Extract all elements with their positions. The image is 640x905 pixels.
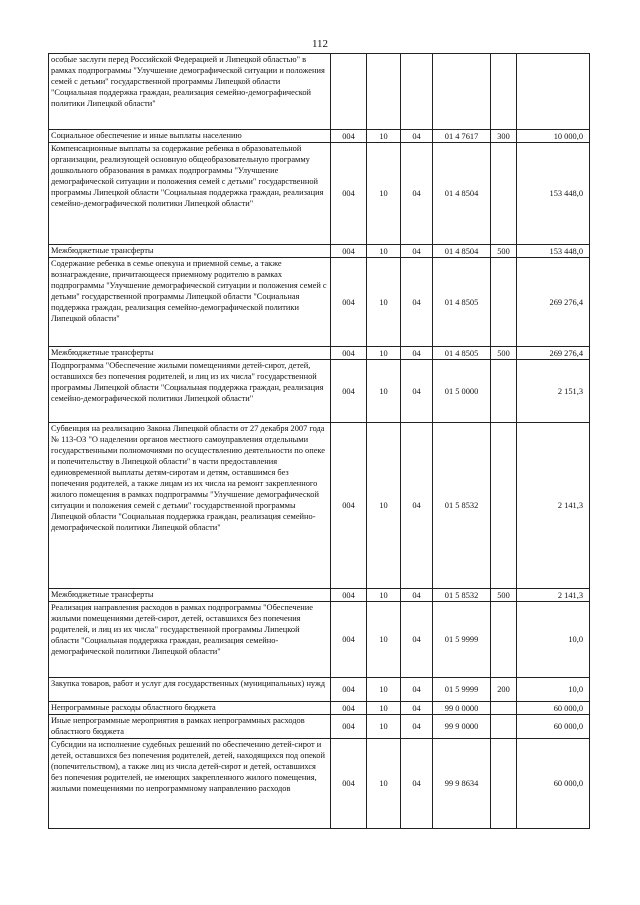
table-row: [49, 54, 590, 130]
table-row: [49, 245, 590, 258]
cell-name: Межбюджетные трансферты: [49, 347, 331, 360]
cell-amount: 269 276,4: [517, 258, 590, 347]
cell-ministry: 004: [331, 739, 367, 829]
cell-amount: 2 151,3: [517, 360, 590, 423]
table-row: [49, 258, 590, 347]
cell-target: 99 9 8634: [433, 739, 491, 829]
cell-type: 500: [491, 347, 517, 360]
cell-type: [491, 54, 517, 130]
table-row: [49, 678, 590, 702]
cell-subsection: 04: [401, 602, 433, 678]
cell-ministry: 004: [331, 258, 367, 347]
cell-name: особые заслуги перед Российской Федерацией и Липецкой областью" в рамках подпрограммы "Улучшение демографической ситуации и положения семей с детьми" государственной программы Липецкой области "Социальная поддержка граждан, реализация семейно-демографической политики Липецкой области": [49, 54, 331, 130]
cell-ministry: 004: [331, 702, 367, 715]
cell-section: 10: [367, 602, 401, 678]
cell-name: Содержание ребенка в семье опекуна и приемной семье, а также вознаграждение, причитающееся приемному родителю в рамках подпрограммы "Улучшение демографической ситуации и положения семей с детьми" государственной программы Липецкой области "Социальная поддержка граждан, реализация семейно-демографической политики Липецкой области": [49, 258, 331, 347]
cell-type: [491, 715, 517, 739]
cell-type: 500: [491, 589, 517, 602]
cell-ministry: 004: [331, 360, 367, 423]
cell-subsection: 04: [401, 245, 433, 258]
cell-amount: 2 141,3: [517, 423, 590, 589]
cell-target: 01 5 8532: [433, 423, 491, 589]
cell-amount: 60 000,0: [517, 739, 590, 829]
cell-name: Непрограммные расходы областного бюджета: [49, 702, 331, 715]
cell-type: [491, 258, 517, 347]
cell-amount: 269 276,4: [517, 347, 590, 360]
cell-amount: 153 448,0: [517, 143, 590, 245]
cell-type: 200: [491, 678, 517, 702]
budget-table: [48, 53, 590, 829]
table-row: [49, 130, 590, 143]
budget-table-body: [49, 54, 590, 829]
cell-ministry: 004: [331, 245, 367, 258]
cell-target: 99 9 0000: [433, 715, 491, 739]
cell-ministry: 004: [331, 678, 367, 702]
cell-target: 01 5 9999: [433, 602, 491, 678]
cell-subsection: 04: [401, 739, 433, 829]
cell-subsection: 04: [401, 702, 433, 715]
cell-subsection: 04: [401, 360, 433, 423]
cell-amount: 2 141,3: [517, 589, 590, 602]
cell-ministry: 004: [331, 423, 367, 589]
cell-section: 10: [367, 589, 401, 602]
cell-ministry: 004: [331, 347, 367, 360]
cell-name: Межбюджетные трансферты: [49, 589, 331, 602]
cell-name: Межбюджетные трансферты: [49, 245, 331, 258]
cell-target: [433, 54, 491, 130]
cell-section: 10: [367, 739, 401, 829]
cell-section: [367, 54, 401, 130]
cell-subsection: 04: [401, 347, 433, 360]
cell-ministry: [331, 54, 367, 130]
cell-amount: 153 448,0: [517, 245, 590, 258]
cell-subsection: 04: [401, 130, 433, 143]
cell-target: 01 4 7617: [433, 130, 491, 143]
cell-section: 10: [367, 258, 401, 347]
cell-section: 10: [367, 245, 401, 258]
cell-name: Субвенция на реализацию Закона Липецкой области от 27 декабря 2007 года № 113-ОЗ "О наделении органов местного самоуправления отдельными государственными полномочиями по осуществлению деятельности по опеке и попечительству в Липецкой области" в части предоставления единовременной выплаты детям-сиротам и детям, оставшимся без попечения родителей, а также лицам из их числа на ремонт закрепленного жилого помещения в рамках подпрограммы "Улучшение демографической ситуации и положения семей с детьми" государственной программы Липецкой области "Социальная поддержка граждан, реализация семейно-демографической политики Липецкой области": [49, 423, 331, 589]
cell-amount: 10 000,0: [517, 130, 590, 143]
table-row: [49, 739, 590, 829]
table-row: [49, 602, 590, 678]
cell-amount: 60 000,0: [517, 702, 590, 715]
cell-target: 01 5 0000: [433, 360, 491, 423]
table-row: [49, 715, 590, 739]
cell-section: 10: [367, 678, 401, 702]
cell-ministry: 004: [331, 715, 367, 739]
cell-subsection: [401, 54, 433, 130]
cell-type: [491, 143, 517, 245]
cell-target: 01 4 8505: [433, 258, 491, 347]
cell-subsection: 04: [401, 423, 433, 589]
table-row: [49, 347, 590, 360]
cell-subsection: 04: [401, 258, 433, 347]
cell-ministry: 004: [331, 143, 367, 245]
cell-name: Компенсационные выплаты за содержание ребенка в образовательной организации, реализующей основную общеобразовательную программу дошкольного образования в рамках подпрограммы "Улучшение демографической ситуации и положения семей с детьми" государственной программы Липецкой области "Социальная поддержка граждан, реализация семейно-демографической политики Липецкой области": [49, 143, 331, 245]
cell-target: 99 0 0000: [433, 702, 491, 715]
cell-section: 10: [367, 702, 401, 715]
cell-amount: 10,0: [517, 678, 590, 702]
cell-target: 01 4 8504: [433, 245, 491, 258]
cell-subsection: 04: [401, 589, 433, 602]
cell-section: 10: [367, 423, 401, 589]
cell-target: 01 5 9999: [433, 678, 491, 702]
cell-section: 10: [367, 347, 401, 360]
table-row: [49, 360, 590, 423]
cell-section: 10: [367, 715, 401, 739]
cell-type: 500: [491, 245, 517, 258]
cell-target: 01 5 8532: [433, 589, 491, 602]
cell-type: [491, 423, 517, 589]
cell-ministry: 004: [331, 602, 367, 678]
cell-type: [491, 702, 517, 715]
cell-section: 10: [367, 143, 401, 245]
table-row: [49, 702, 590, 715]
cell-amount: [517, 54, 590, 130]
cell-amount: 60 000,0: [517, 715, 590, 739]
cell-name: Подпрограмма "Обеспечение жилыми помещениями детей-сирот, детей, оставшихся без попечения родителей, и лиц из их числа" государственной программы Липецкой области "Социальная поддержка граждан, реализация семейно-демографической политики Липецкой области": [49, 360, 331, 423]
cell-name: Закупка товаров, работ и услуг для государственных (муниципальных) нужд: [49, 678, 331, 702]
cell-target: 01 4 8505: [433, 347, 491, 360]
table-row: [49, 143, 590, 245]
cell-ministry: 004: [331, 130, 367, 143]
table-row: [49, 423, 590, 589]
cell-type: 300: [491, 130, 517, 143]
cell-name: Субсидии на исполнение судебных решений по обеспечению детей-сирот и детей, оставшихся без попечения родителей, детей, находящихся под опекой (попечительством), а также лиц из числа детей-сирот и детей, оставшихся без попечения родителей, не имеющих закрепленного жилого помещения, жилыми помещениями по непрограммному направлению расходов: [49, 739, 331, 829]
cell-name: Иные непрограммные мероприятия в рамках непрограммных расходов областного бюджета: [49, 715, 331, 739]
cell-subsection: 04: [401, 143, 433, 245]
cell-name: Реализация направления расходов в рамках подпрограммы "Обеспечение жилыми помещениями детей-сирот, детей, оставшихся без попечения родителей, и лиц из их числа" государственной программы Липецкой области "Социальная поддержка граждан, реализация семейно-демографической политики Липецкой области": [49, 602, 331, 678]
page-number: 112: [311, 38, 329, 50]
cell-section: 10: [367, 130, 401, 143]
cell-type: [491, 602, 517, 678]
cell-subsection: 04: [401, 678, 433, 702]
cell-amount: 10,0: [517, 602, 590, 678]
cell-subsection: 04: [401, 715, 433, 739]
cell-name: Социальное обеспечение и иные выплаты населению: [49, 130, 331, 143]
table-row: [49, 589, 590, 602]
cell-ministry: 004: [331, 589, 367, 602]
cell-section: 10: [367, 360, 401, 423]
cell-type: [491, 739, 517, 829]
cell-type: [491, 360, 517, 423]
cell-target: 01 4 8504: [433, 143, 491, 245]
